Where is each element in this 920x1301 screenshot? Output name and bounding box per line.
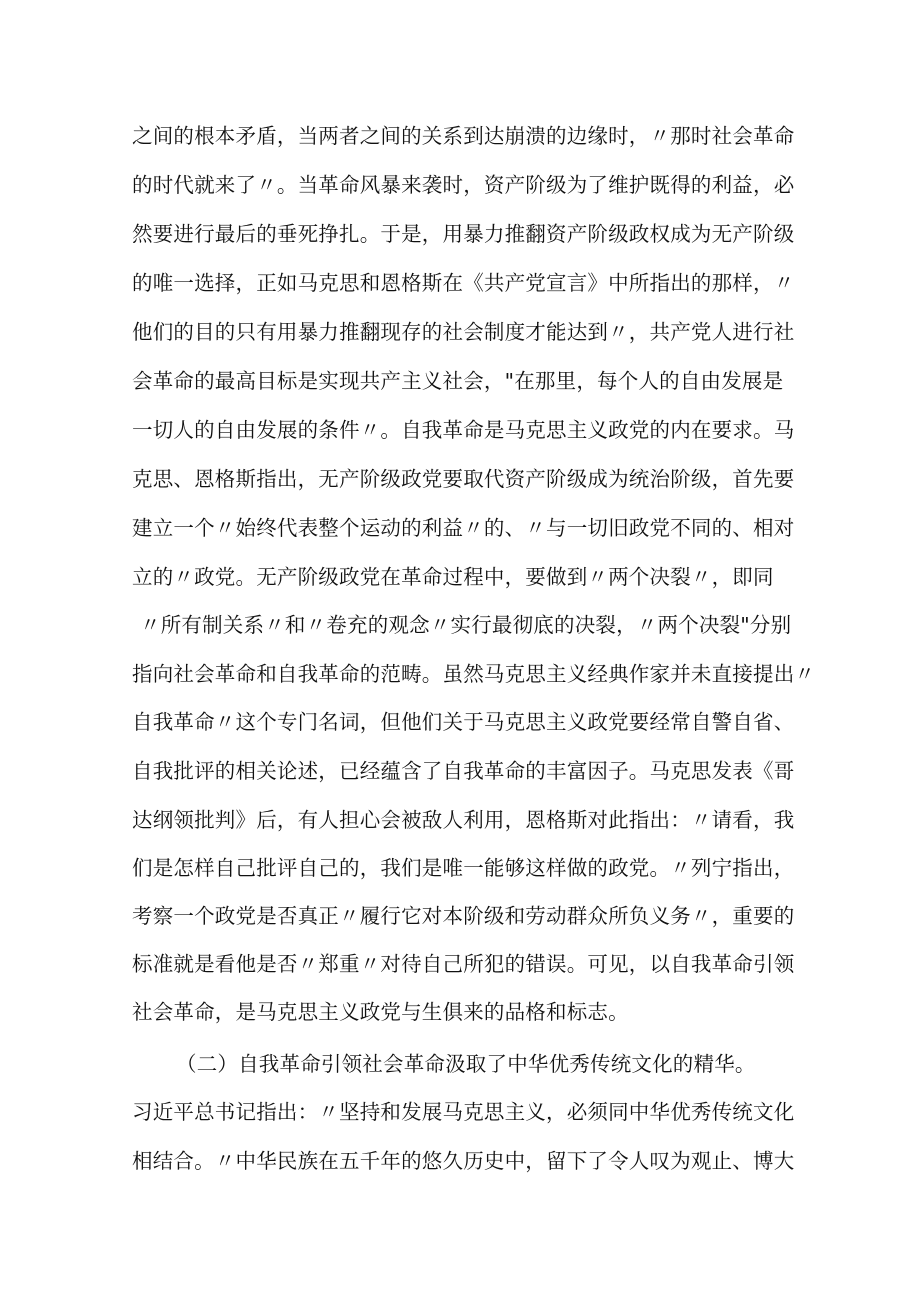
- text-line: 〃所有制关系〃和〃卷充的观念〃实行最彻底的决裂，〃两个决裂"分别: [140, 613, 792, 637]
- text-line: 社会革命，是马克思主义政党与生俱来的品格和标志。: [132, 1000, 629, 1024]
- text-line: 之间的根本矛盾，当两者之间的关系到达崩溃的边缘时，〃那时社会革命: [132, 124, 795, 148]
- text-line: 会革命的最高目标是实现共产主义社会，"在那里，每个人的自由发展是: [132, 369, 784, 393]
- text-line: 标准就是看他是否〃郑重〃对待自己所犯的错误。可见，以自我革命引领: [132, 952, 795, 976]
- text-line: 他们的目的只有用暴力推翻现存的社会制度才能达到〃，共产党人进行社: [132, 320, 795, 344]
- text-line: 指向社会革命和自我革命的范畴。虽然马克思主义经典作家并未直接提出〃: [132, 662, 816, 686]
- text-line: 的时代就来了〃。当革命风暴来袭时，资产阶级为了维护既得的利益，必: [132, 173, 795, 197]
- text-line: 自我革命〃这个专门名词，但他们关于马克思主义政党要经常自警自省、: [132, 710, 795, 734]
- text-line: 考察一个政党是否真正〃履行它对本阶级和劳动群众所负义务〃，重要的: [132, 904, 795, 928]
- text-line: 建立一个〃始终代表整个运动的利益〃的、〃与一切旧政党不同的、相对: [132, 516, 795, 540]
- text-line: 自我批评的相关论述，已经蕴含了自我革命的丰富因子。马克思发表《哥: [132, 759, 795, 783]
- text-line: 相结合。〃中华民族在五千年的悠久历史中，留下了令人叹为观止、博大: [132, 1149, 795, 1173]
- text-line: 一切人的自由发展的条件〃。自我革命是马克思主义政党的内在要求。马: [132, 418, 795, 442]
- section-heading: （二）自我革命引领社会革命汲取了中华优秀传统文化的精华。: [176, 1052, 756, 1076]
- text-line: 克思、恩格斯指出，无产阶级政党要取代资产阶级成为统治阶级，首先要: [132, 467, 795, 491]
- text-line: 达纲领批判》后，有人担心会被敌人利用，恩格斯对此指出：〃请看，我: [132, 808, 795, 832]
- text-line: 们是怎样自己批评自己的，我们是唯一能够这样做的政党。〃列宁指出，: [132, 856, 795, 880]
- text-line: 立的〃政党。无产阶级政党在革命过程中，要做到〃两个决裂〃，即同: [132, 565, 774, 589]
- text-line: 的唯一选择，正如马克思和恩格斯在《共产党宣言》中所指出的那样，〃: [132, 271, 795, 295]
- text-line: 然要进行最后的垂死挣扎。于是，用暴力推翻资产阶级政权成为无产阶级: [132, 222, 795, 246]
- text-line: 习近平总书记指出：〃坚持和发展马克思主义，必须同中华优秀传统文化: [132, 1100, 795, 1124]
